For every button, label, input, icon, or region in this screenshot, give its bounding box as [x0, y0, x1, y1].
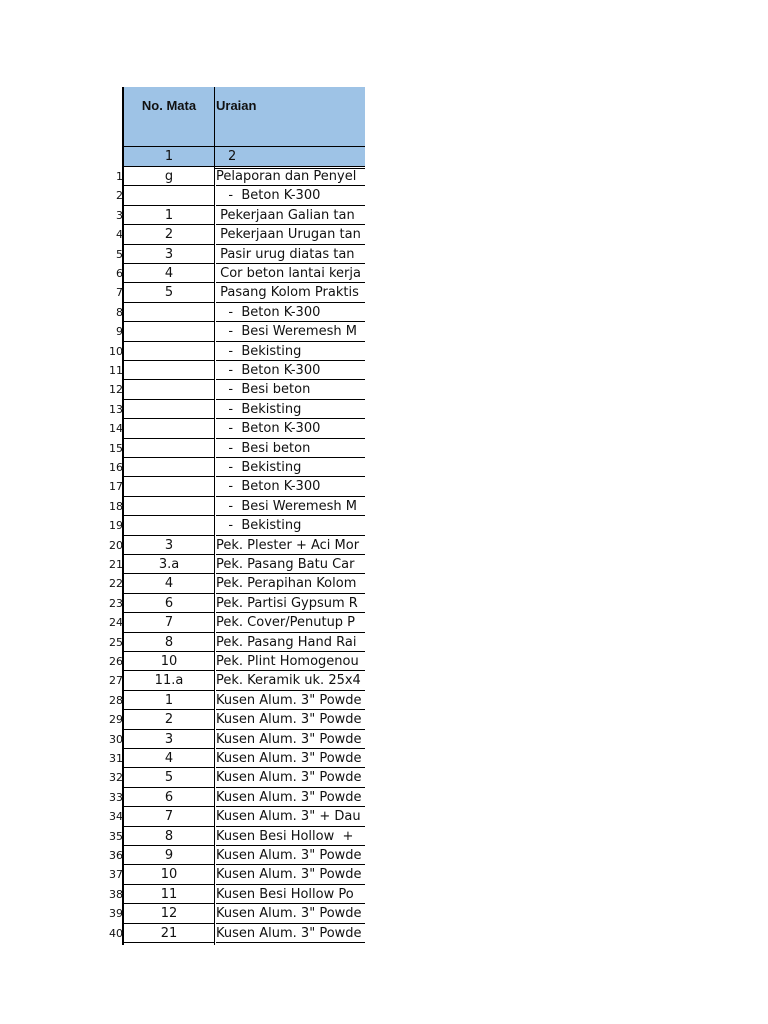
row-number[interactable]: 22 — [109, 577, 123, 591]
table-row — [0, 167, 365, 186]
cell-no-mata[interactable]: 12 — [124, 904, 214, 923]
table-row — [0, 827, 365, 846]
row-number[interactable]: 1 — [116, 170, 123, 183]
cell-no-mata[interactable]: 11 — [124, 885, 214, 904]
table-row — [0, 516, 365, 535]
row-number[interactable]: 4 — [116, 228, 123, 242]
table-row — [0, 264, 365, 283]
cell-uraian[interactable]: Pek. Keramik uk. 25x4 — [216, 671, 365, 690]
cell-uraian[interactable]: Kusen Alum. 3" Powde — [216, 788, 365, 807]
cell-uraian[interactable]: - Bekisting — [216, 458, 365, 477]
table-row — [0, 458, 365, 477]
cell-no-mata[interactable]: 8 — [124, 633, 214, 652]
row-number[interactable]: 5 — [116, 247, 123, 261]
cell-no-mata[interactable] — [124, 477, 214, 496]
row-number[interactable]: 27 — [109, 674, 123, 688]
cell-uraian[interactable]: Kusen Alum. 3" Powde — [216, 768, 365, 787]
cell-uraian[interactable]: - Bekisting — [216, 342, 365, 361]
cell-uraian[interactable]: - Beton K-300 — [216, 361, 365, 380]
cell-no-mata[interactable] — [124, 497, 214, 516]
row-number[interactable]: 17 — [109, 480, 123, 494]
row-number[interactable]: 33 — [109, 790, 123, 804]
cell-no-mata[interactable]: 3 — [124, 536, 214, 555]
cell-no-mata[interactable]: 5 — [124, 768, 214, 787]
table-row — [0, 400, 365, 419]
cell-no-mata[interactable]: 8 — [124, 827, 214, 846]
row-number[interactable]: 16 — [109, 461, 123, 474]
row-number[interactable]: 13 — [109, 402, 123, 416]
cell-no-mata[interactable]: 1 — [124, 691, 214, 710]
cell-uraian[interactable]: - Beton K-300 — [216, 186, 365, 205]
cell-no-mata[interactable]: 3.a — [124, 555, 214, 574]
cell-uraian[interactable]: Kusen Alum. 3" Powde — [216, 904, 365, 923]
table-row — [0, 865, 365, 884]
table-row — [0, 555, 365, 574]
table-row — [0, 749, 365, 768]
header-no-mata[interactable]: No. Mata — [141, 98, 197, 113]
cell-uraian[interactable]: Pek. Perapihan Kolom — [216, 574, 365, 593]
cell-uraian[interactable]: - Bekisting — [216, 400, 365, 419]
table-row — [0, 807, 365, 826]
row-number[interactable]: 28 — [109, 693, 123, 707]
table-row — [0, 652, 365, 671]
row-number[interactable]: 21 — [109, 558, 123, 571]
cell-uraian[interactable]: - Beton K-300 — [216, 303, 365, 322]
row-number[interactable]: 14 — [109, 422, 123, 436]
row-number[interactable]: 24 — [109, 616, 123, 630]
table-row — [0, 768, 365, 787]
cell-uraian[interactable]: Pekerjaan Urugan tan — [216, 225, 365, 244]
table-row — [0, 225, 365, 244]
cell-no-mata[interactable] — [124, 361, 214, 380]
row-number[interactable]: 20 — [109, 538, 123, 552]
row-number[interactable]: 15 — [109, 441, 123, 455]
cell-uraian[interactable]: - Besi Weremesh M — [216, 497, 365, 516]
table-row — [0, 342, 365, 361]
cell-no-mata[interactable] — [124, 380, 214, 399]
cell-no-mata[interactable] — [124, 400, 214, 419]
cell-no-mata[interactable]: 4 — [124, 264, 214, 283]
row-number[interactable]: 7 — [116, 286, 123, 300]
row-number[interactable]: 37 — [109, 868, 123, 882]
table-row — [0, 380, 365, 399]
table-row — [0, 885, 365, 904]
row-number[interactable]: 35 — [109, 829, 123, 843]
cell-no-mata[interactable]: 3 — [124, 245, 214, 264]
row-number[interactable]: 34 — [109, 810, 123, 824]
cell-uraian[interactable]: Pasang Kolom Praktis — [216, 283, 365, 302]
cell-no-mata[interactable] — [124, 419, 214, 438]
row-number[interactable]: 11 — [109, 364, 123, 377]
table-row — [0, 613, 365, 632]
column-number-1[interactable]: 1 — [164, 149, 174, 164]
table-row — [0, 186, 365, 205]
table-row — [0, 283, 365, 302]
cell-no-mata[interactable] — [124, 186, 214, 205]
row-number[interactable]: 23 — [109, 596, 123, 610]
cell-uraian[interactable]: Kusen Alum. 3" Powde — [216, 865, 365, 884]
cell-no-mata[interactable]: 2 — [124, 225, 214, 244]
table-row — [0, 303, 365, 322]
table-row — [0, 497, 365, 516]
table-row — [0, 788, 365, 807]
header-uraian[interactable]: Uraian — [216, 98, 257, 113]
row-number[interactable]: 10 — [109, 344, 123, 358]
table-row — [0, 322, 365, 341]
table-row — [0, 691, 365, 710]
cell-uraian[interactable]: Kusen Alum. 3" Powde — [216, 730, 365, 749]
row-number[interactable]: 36 — [109, 849, 123, 862]
column-number-row — [123, 147, 365, 167]
cell-uraian[interactable]: Pelaporan dan Penyel — [216, 167, 365, 186]
row-number[interactable]: 12 — [109, 383, 123, 397]
cell-uraian[interactable]: Pek. Partisi Gypsum R — [216, 594, 365, 613]
table-row — [0, 633, 365, 652]
row-number[interactable]: 2 — [116, 189, 123, 203]
table-row — [0, 594, 365, 613]
cell-no-mata[interactable]: 4 — [124, 574, 214, 593]
cell-uraian[interactable]: Kusen Alum. 3" + Dau — [216, 807, 365, 826]
row-number[interactable]: 19 — [109, 519, 123, 533]
cell-uraian[interactable]: Pek. Pasang Hand Rai — [216, 633, 365, 652]
row-number[interactable]: 26 — [109, 655, 123, 668]
cell-no-mata[interactable]: 21 — [124, 924, 214, 943]
row-number[interactable]: 18 — [109, 499, 123, 513]
cell-no-mata[interactable]: 4 — [124, 749, 214, 768]
table-row — [0, 574, 365, 593]
table-row — [0, 846, 365, 865]
cell-uraian[interactable]: Kusen Besi Hollow Po — [216, 885, 365, 904]
cell-no-mata[interactable]: g — [124, 167, 214, 186]
cell-no-mata[interactable]: 9 — [124, 846, 214, 865]
cell-no-mata[interactable]: 7 — [124, 613, 214, 632]
column-number-2[interactable]: 2 — [228, 149, 237, 164]
cell-uraian[interactable]: - Bekisting — [216, 516, 365, 535]
table-row — [0, 710, 365, 729]
cell-no-mata[interactable] — [124, 458, 214, 477]
cell-no-mata[interactable]: 10 — [124, 652, 214, 671]
cell-uraian[interactable]: Cor beton lantai kerja — [216, 264, 365, 283]
cell-no-mata[interactable]: 1 — [124, 206, 214, 225]
cell-no-mata[interactable]: 5 — [124, 283, 214, 302]
cell-uraian[interactable]: - Beton K-300 — [216, 477, 365, 496]
row-number[interactable]: 39 — [109, 907, 123, 921]
cell-uraian[interactable]: Kusen Alum. 3" Powde — [216, 846, 365, 865]
cell-uraian[interactable]: - Besi beton — [216, 380, 365, 399]
row-number[interactable]: 31 — [109, 752, 123, 765]
row-number[interactable]: 32 — [109, 771, 123, 785]
cell-uraian[interactable]: Pek. Plint Homogenou — [216, 652, 365, 671]
cell-no-mata[interactable]: 11.a — [124, 671, 214, 690]
cell-uraian[interactable]: Pek. Pasang Batu Car — [216, 555, 365, 574]
cell-uraian[interactable]: Kusen Alum. 3" Powde — [216, 691, 365, 710]
header-bottom-border — [123, 146, 365, 147]
table-row — [0, 439, 365, 458]
table-row — [0, 361, 365, 380]
cell-uraian[interactable]: - Besi Weremesh M — [216, 322, 365, 341]
row-number[interactable]: 3 — [116, 208, 123, 222]
cell-no-mata[interactable] — [124, 342, 214, 361]
cell-uraian[interactable]: Pasir urug diatas tan — [216, 245, 365, 264]
cell-no-mata[interactable]: 6 — [124, 594, 214, 613]
row-number[interactable]: 30 — [109, 732, 123, 746]
cell-no-mata[interactable] — [124, 439, 214, 458]
cell-no-mata[interactable] — [124, 322, 214, 341]
row-number[interactable]: 29 — [109, 713, 123, 727]
row-number[interactable]: 9 — [116, 325, 123, 339]
cell-uraian[interactable]: Kusen Alum. 3" Powde — [216, 924, 365, 943]
cell-no-mata[interactable]: 7 — [124, 807, 214, 826]
table-row — [0, 671, 365, 690]
cell-no-mata[interactable]: 6 — [124, 788, 214, 807]
table-row — [0, 419, 365, 438]
table-row — [0, 206, 365, 225]
row-number[interactable]: 38 — [109, 887, 123, 901]
row-number[interactable]: 6 — [116, 267, 123, 280]
cell-uraian[interactable]: Kusen Alum. 3" Powde — [216, 710, 365, 729]
row-number[interactable]: 8 — [116, 305, 123, 319]
cell-no-mata[interactable] — [124, 303, 214, 322]
table-row — [0, 904, 365, 923]
cell-uraian[interactable]: Pek. Cover/Penutup P — [216, 613, 365, 632]
cell-no-mata[interactable] — [124, 516, 214, 535]
cell-uraian[interactable]: Pekerjaan Galian tan — [216, 206, 365, 225]
cell-uraian[interactable]: - Besi beton — [216, 439, 365, 458]
table-row — [0, 536, 365, 555]
table-row — [0, 245, 365, 264]
table-header — [123, 87, 365, 147]
table-row — [0, 477, 365, 496]
cell-uraian[interactable]: Pek. Plester + Aci Mor — [216, 536, 365, 555]
table-row — [0, 924, 365, 943]
cell-uraian[interactable]: - Beton K-300 — [216, 419, 365, 438]
cell-no-mata[interactable]: 10 — [124, 865, 214, 884]
cell-no-mata[interactable]: 2 — [124, 710, 214, 729]
row-number[interactable]: 40 — [109, 926, 123, 940]
cell-no-mata[interactable]: 3 — [124, 730, 214, 749]
cell-uraian[interactable]: Kusen Alum. 3" Powde — [216, 749, 365, 768]
cell-uraian[interactable]: Kusen Besi Hollow + — [216, 827, 365, 846]
table-row — [0, 730, 365, 749]
row-number[interactable]: 25 — [109, 635, 123, 649]
